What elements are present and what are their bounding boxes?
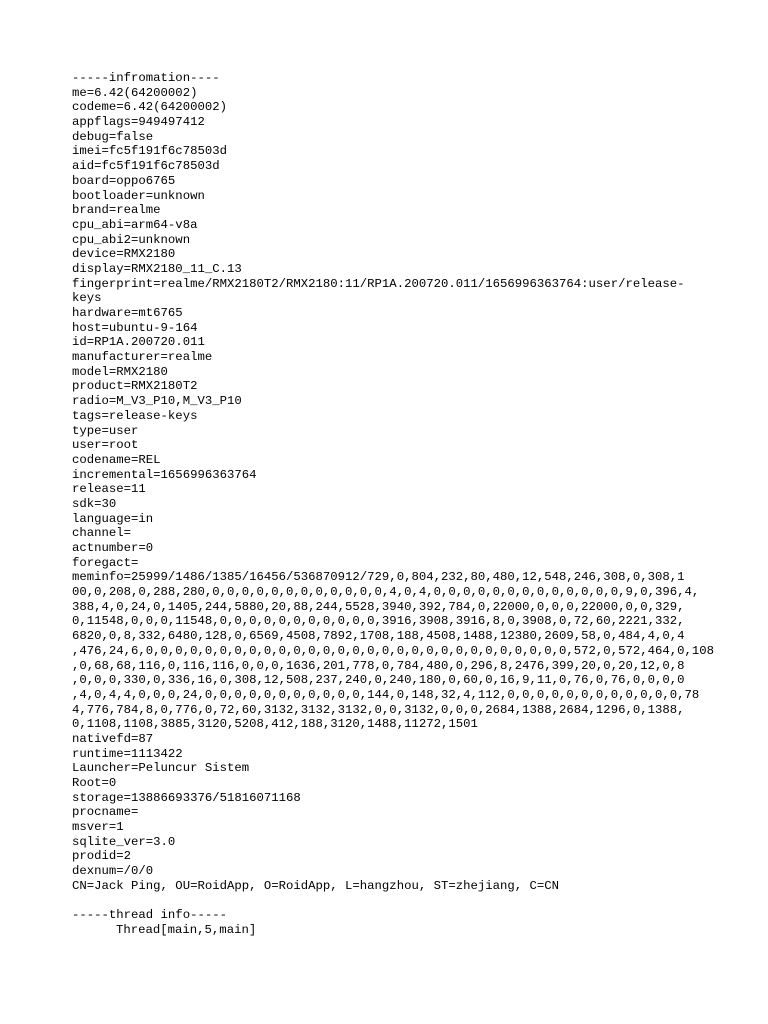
text-line: ,476,24,6,0,0,0,0,0,0,0,0,0,0,0,0,0,0,0,0,0,0,0,0,0,0,0,0,0,0,0,0,0,572,0,572,464,0,108 xyxy=(72,643,715,658)
blank-line xyxy=(72,894,712,909)
document-body xyxy=(72,71,715,938)
text-line: debug=false xyxy=(72,129,154,144)
text-line: manufacturer=realme xyxy=(72,350,213,365)
text-line: imei=fc5f191f6c78503d xyxy=(72,144,227,159)
text-line: keys xyxy=(72,291,102,306)
text-line: Thread[main,5,main] xyxy=(116,922,257,937)
thread-section-header: -----thread info----- xyxy=(72,908,227,923)
text-line: appflags=949497412 xyxy=(72,115,205,130)
text-line: 0,11548,0,0,0,11548,0,0,0,0,0,0,0,0,0,0,0,3916,3908,3916,8,0,3908,0,72,60,2221,332, xyxy=(72,614,685,629)
text-line: radio=M_V3_P10,M_V3_P10 xyxy=(72,394,242,409)
text-line: cpu_abi2=unknown xyxy=(72,232,191,247)
text-line: ,0,68,68,116,0,116,116,0,0,0,1636,201,778,0,784,480,0,296,8,2476,399,20,0,20,12,0,8 xyxy=(72,658,685,673)
text-line: tags=release-keys xyxy=(72,408,198,423)
text-line: incremental=1656996363764 xyxy=(72,467,257,482)
text-line: display=RMX2180_11_C.13 xyxy=(72,261,242,276)
text-line: ,0,0,0,330,0,336,16,0,308,12,508,237,240,0,240,180,0,60,0,16,9,11,0,76,0,76,0,0,0,0 xyxy=(72,673,685,688)
text-line: bootloader=unknown xyxy=(72,188,205,203)
text-line: 4,776,784,8,0,776,0,72,60,3132,3132,3132,0,0,3132,0,0,0,2684,1388,2684,1296,0,1388, xyxy=(72,702,685,717)
info-section-header: -----infromation---- xyxy=(72,71,220,85)
text-line: 00,0,208,0,288,280,0,0,0,0,0,0,0,0,0,0,0,0,4,0,4,0,0,0,0,0,0,0,0,0,0,0,0,0,9,0,396,4, xyxy=(72,585,700,600)
text-line: foregact= xyxy=(72,555,139,570)
text-line: model=RMX2180 xyxy=(72,364,168,379)
text-line: CN=Jack Ping, OU=RoidApp, O=RoidApp, L=hangzhou, ST=zhejiang, C=CN xyxy=(72,878,560,893)
text-line: Launcher=Peluncur Sistem xyxy=(72,761,250,776)
text-line: 6820,0,8,332,6480,128,0,6569,4508,7892,1708,188,4508,1488,12380,2609,58,0,484,4,0,4 xyxy=(72,629,685,644)
text-line: host=ubuntu-9-164 xyxy=(72,320,198,335)
text-line: codename=REL xyxy=(72,452,161,467)
text-line: runtime=1113422 xyxy=(72,746,183,761)
text-line: type=user xyxy=(72,423,139,438)
text-line: meminfo=25999/1486/1385/16456/536870912/729,0,804,232,80,480,12,548,246,308,0,308,1 xyxy=(72,570,685,585)
text-line: storage=13886693376/51816071168 xyxy=(72,790,301,805)
text-line: brand=realme xyxy=(72,203,161,218)
text-line: ,4,0,4,4,0,0,0,24,0,0,0,0,0,0,0,0,0,0,0,144,0,148,32,4,112,0,0,0,0,0,0,0,0,0,0,0,0,78 xyxy=(72,687,700,702)
text-line: actnumber=0 xyxy=(72,541,154,555)
text-line: fingerprint=realme/RMX2180T2/RMX2180:11/RP1A.200720.011/1656996363764:user/release- xyxy=(72,276,685,291)
text-line: language=in xyxy=(72,511,154,526)
text-line: prodid=2 xyxy=(72,849,132,864)
text-line: msver=1 xyxy=(72,820,124,835)
text-line: cpu_abi=arm64-v8a xyxy=(72,217,198,232)
text-line: 0,1108,1108,3885,3120,5208,412,188,3120,1488,11272,1501 xyxy=(72,717,478,732)
text-line: nativefd=87 xyxy=(72,731,154,746)
text-line: user=root xyxy=(72,438,139,453)
text-line: me=6.42(64200002) xyxy=(72,85,198,100)
text-line: sdk=30 xyxy=(72,496,117,511)
text-line: hardware=mt6765 xyxy=(72,306,183,320)
text-line: channel= xyxy=(72,526,132,541)
text-line: board=oppo6765 xyxy=(72,173,176,188)
text-line: 388,4,0,24,0,1405,244,5880,20,88,244,5528,3940,392,784,0,22000,0,0,0,22000,0,0,329, xyxy=(72,599,685,614)
text-line: release=11 xyxy=(72,482,146,497)
text-line: product=RMX2180T2 xyxy=(72,379,198,394)
thread-lines xyxy=(72,923,712,938)
text-line: procname= xyxy=(72,805,139,820)
text-line: aid=fc5f191f6c78503d xyxy=(72,159,220,174)
text-line: device=RMX2180 xyxy=(72,247,176,262)
text-line: sqlite_ver=3.0 xyxy=(72,834,176,849)
info-lines xyxy=(72,85,715,894)
text-line: Root=0 xyxy=(72,776,117,790)
text-line: codeme=6.42(64200002) xyxy=(72,100,227,115)
text-line: dexnum=/0/0 xyxy=(72,864,154,879)
text-line: id=RP1A.200720.011 xyxy=(72,335,205,350)
